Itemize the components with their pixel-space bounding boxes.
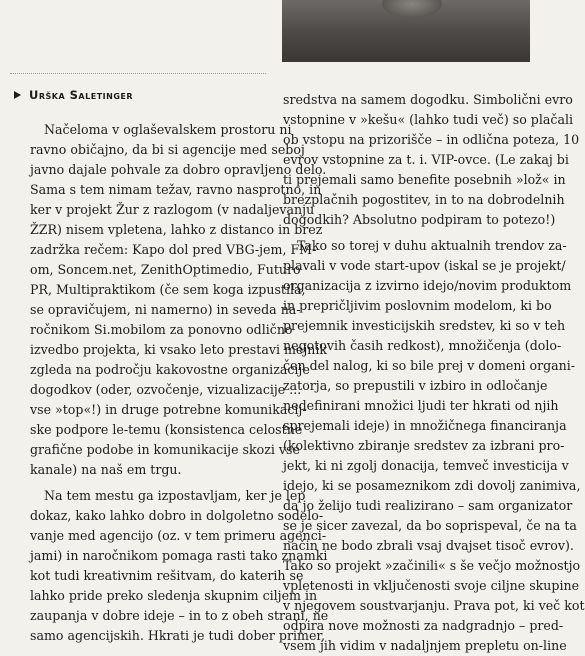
text-line: ske podpore le-temu (konsistenca celostne [30, 422, 303, 437]
text-line: jami) in naročnikom pomaga rasti tako znamki [30, 548, 328, 563]
text-line: grafične podobe in komunikacije skozi vse [30, 442, 300, 457]
text-line: Tako so projekt »začinili« s še večjo možnostjo [283, 558, 581, 573]
text-line: jekt, ki ni zgolj donacija, temveč investicija v [283, 458, 569, 473]
text-line: način ne bodo zbrali vsaj dvajset tisoč evrov). [283, 538, 574, 553]
text-line: lahko pride preko sledenja skupnim ciljem in [30, 588, 318, 603]
text-line: Na tem mestu ga izpostavljam, ker je lep [44, 488, 306, 503]
text-line: Sama s tem nimam težav, ravno nasprotno, in [30, 182, 322, 197]
header-photo [282, 0, 530, 62]
paragraph-1 [30, 120, 328, 480]
text-line: plavali v vode start-upov (iskal se je projekt/ [283, 258, 566, 273]
text-line: kot tudi kreativnim rešitvam, do katerih se [30, 568, 304, 583]
text-line: kanale) na naš em trgu. [30, 462, 182, 477]
triangle-arrow-icon [14, 91, 21, 99]
text-line: se opravičujem, ni namerno) in seveda na- [30, 302, 301, 317]
photo-detail [382, 0, 442, 18]
text-line: organizacija z izvirno idejo/novim produktom [283, 278, 572, 293]
author-name: Urška Saletinger [29, 88, 134, 102]
text-line: PR, Multipraktikom (če sem koga izpustila, [30, 282, 306, 297]
text-line: javno dajale pohvale za dobro opravljeno delo. [30, 162, 327, 177]
text-line: vsem jih vidim v nadaljnjem prepletu on-line [283, 638, 567, 653]
text-line: ravno običajno, da bi si agencije med seboj [30, 142, 305, 157]
text-line: vstopnine v »kešu« (lahko tudi več) so plačali [283, 112, 574, 127]
text-line: evrov vstopnine za t. i. VIP-ovce. (Le zakaj bi [283, 152, 569, 167]
text-line: negotovih časih redkost), množičenja (dolo- [283, 338, 562, 353]
text-line: odpira nove možnosti za nadgradnjo – pred- [283, 618, 564, 633]
text-line: idejo, ki se posameznikom zdi dovolj zanimiva, [283, 478, 581, 493]
text-line: ti prejemali samo benefite posebnih »lož« in [283, 172, 566, 187]
text-line: Načeloma v oglaševalskem prostoru ni [44, 122, 292, 137]
text-line: sprejemali ideje) in množičnega financiranja [283, 418, 567, 433]
text-line: zgleda na področju kakovostne organizacije [30, 362, 310, 377]
text-line: v njegovem soustvarjanju. Prava pot, ki več kot [283, 598, 585, 613]
byline [14, 86, 133, 104]
text-line: Tako so torej v duhu aktualnih trendov za- [297, 238, 567, 253]
text-line: brezplačnih pogostitev, in to na dobrodelnih [283, 192, 565, 207]
text-line: vanje med agencijo (oz. v tem primeru agenci- [30, 528, 327, 543]
text-line: ob vstopu na prizorišče – in odlična poteza, 10 [283, 132, 580, 147]
text-line: sredstva na samem dogodku. Simbolični evro [283, 92, 573, 107]
paragraph-continued [283, 90, 580, 230]
text-line: čen del nalog, ki so bile prej v domeni organi- [283, 358, 576, 373]
text-line: samo agencijskih. Hkrati je tudi dober primer, [30, 628, 326, 643]
text-line: se je sicer zavezal, da bo soprispeval, če na ta [283, 518, 577, 533]
text-line: om, Soncem.net, ZenithOptimedio, Futuro [30, 262, 301, 277]
text-line: da jo želijo tudi realizirano – sam organizator [283, 498, 573, 513]
text-line: dogodkih? Absolutno podpiram to potezo!) [283, 212, 556, 227]
text-line: vpletenosti in vključenosti svoje ciljne skupine [283, 578, 580, 593]
byline-divider [10, 73, 266, 74]
article-column-left [30, 120, 329, 646]
text-line: ročnikom Si.mobilom za ponovno odlično [30, 322, 293, 337]
article-column-right [283, 90, 585, 656]
text-line: (kolektivno zbiranje sredstev za izbrani pro- [283, 438, 565, 453]
text-line: zaupanja v dobre ideje – in to z obeh strani, ne [30, 608, 329, 623]
text-line: ker v projekt Žur z razlogom (v nadaljevanju [30, 202, 315, 217]
text-line: in prepričljivim poslovnim modelom, ki bo [283, 298, 552, 313]
text-line: dokaz, kako lahko dobro in dolgoletno sodelo- [30, 508, 324, 523]
text-line: prejemnik investicijskih sredstev, ki so v teh [283, 318, 566, 333]
text-line: vse »top«!) in druge potrebne komunikacij- [30, 402, 307, 417]
text-line: zadržka rečem: Kapo dol pred VBG-jem, FM- [30, 242, 317, 257]
text-line: ŽZR) nisem vpletena, lahko z distanco in brez [30, 222, 323, 237]
paragraph-2 [30, 486, 329, 646]
text-line: izvedbo projekta, ki vsako leto prestavi mejnik [30, 342, 328, 357]
text-line: zatorja, so prepustili v izbiro in odločanje [283, 378, 548, 393]
text-line: nedefinirani množici ljudi ter hkrati od njih [283, 398, 559, 413]
paragraph-3 [283, 236, 585, 656]
text-line: dogodkov (oder, ozvočenje, vizualizacije ... [30, 382, 302, 397]
